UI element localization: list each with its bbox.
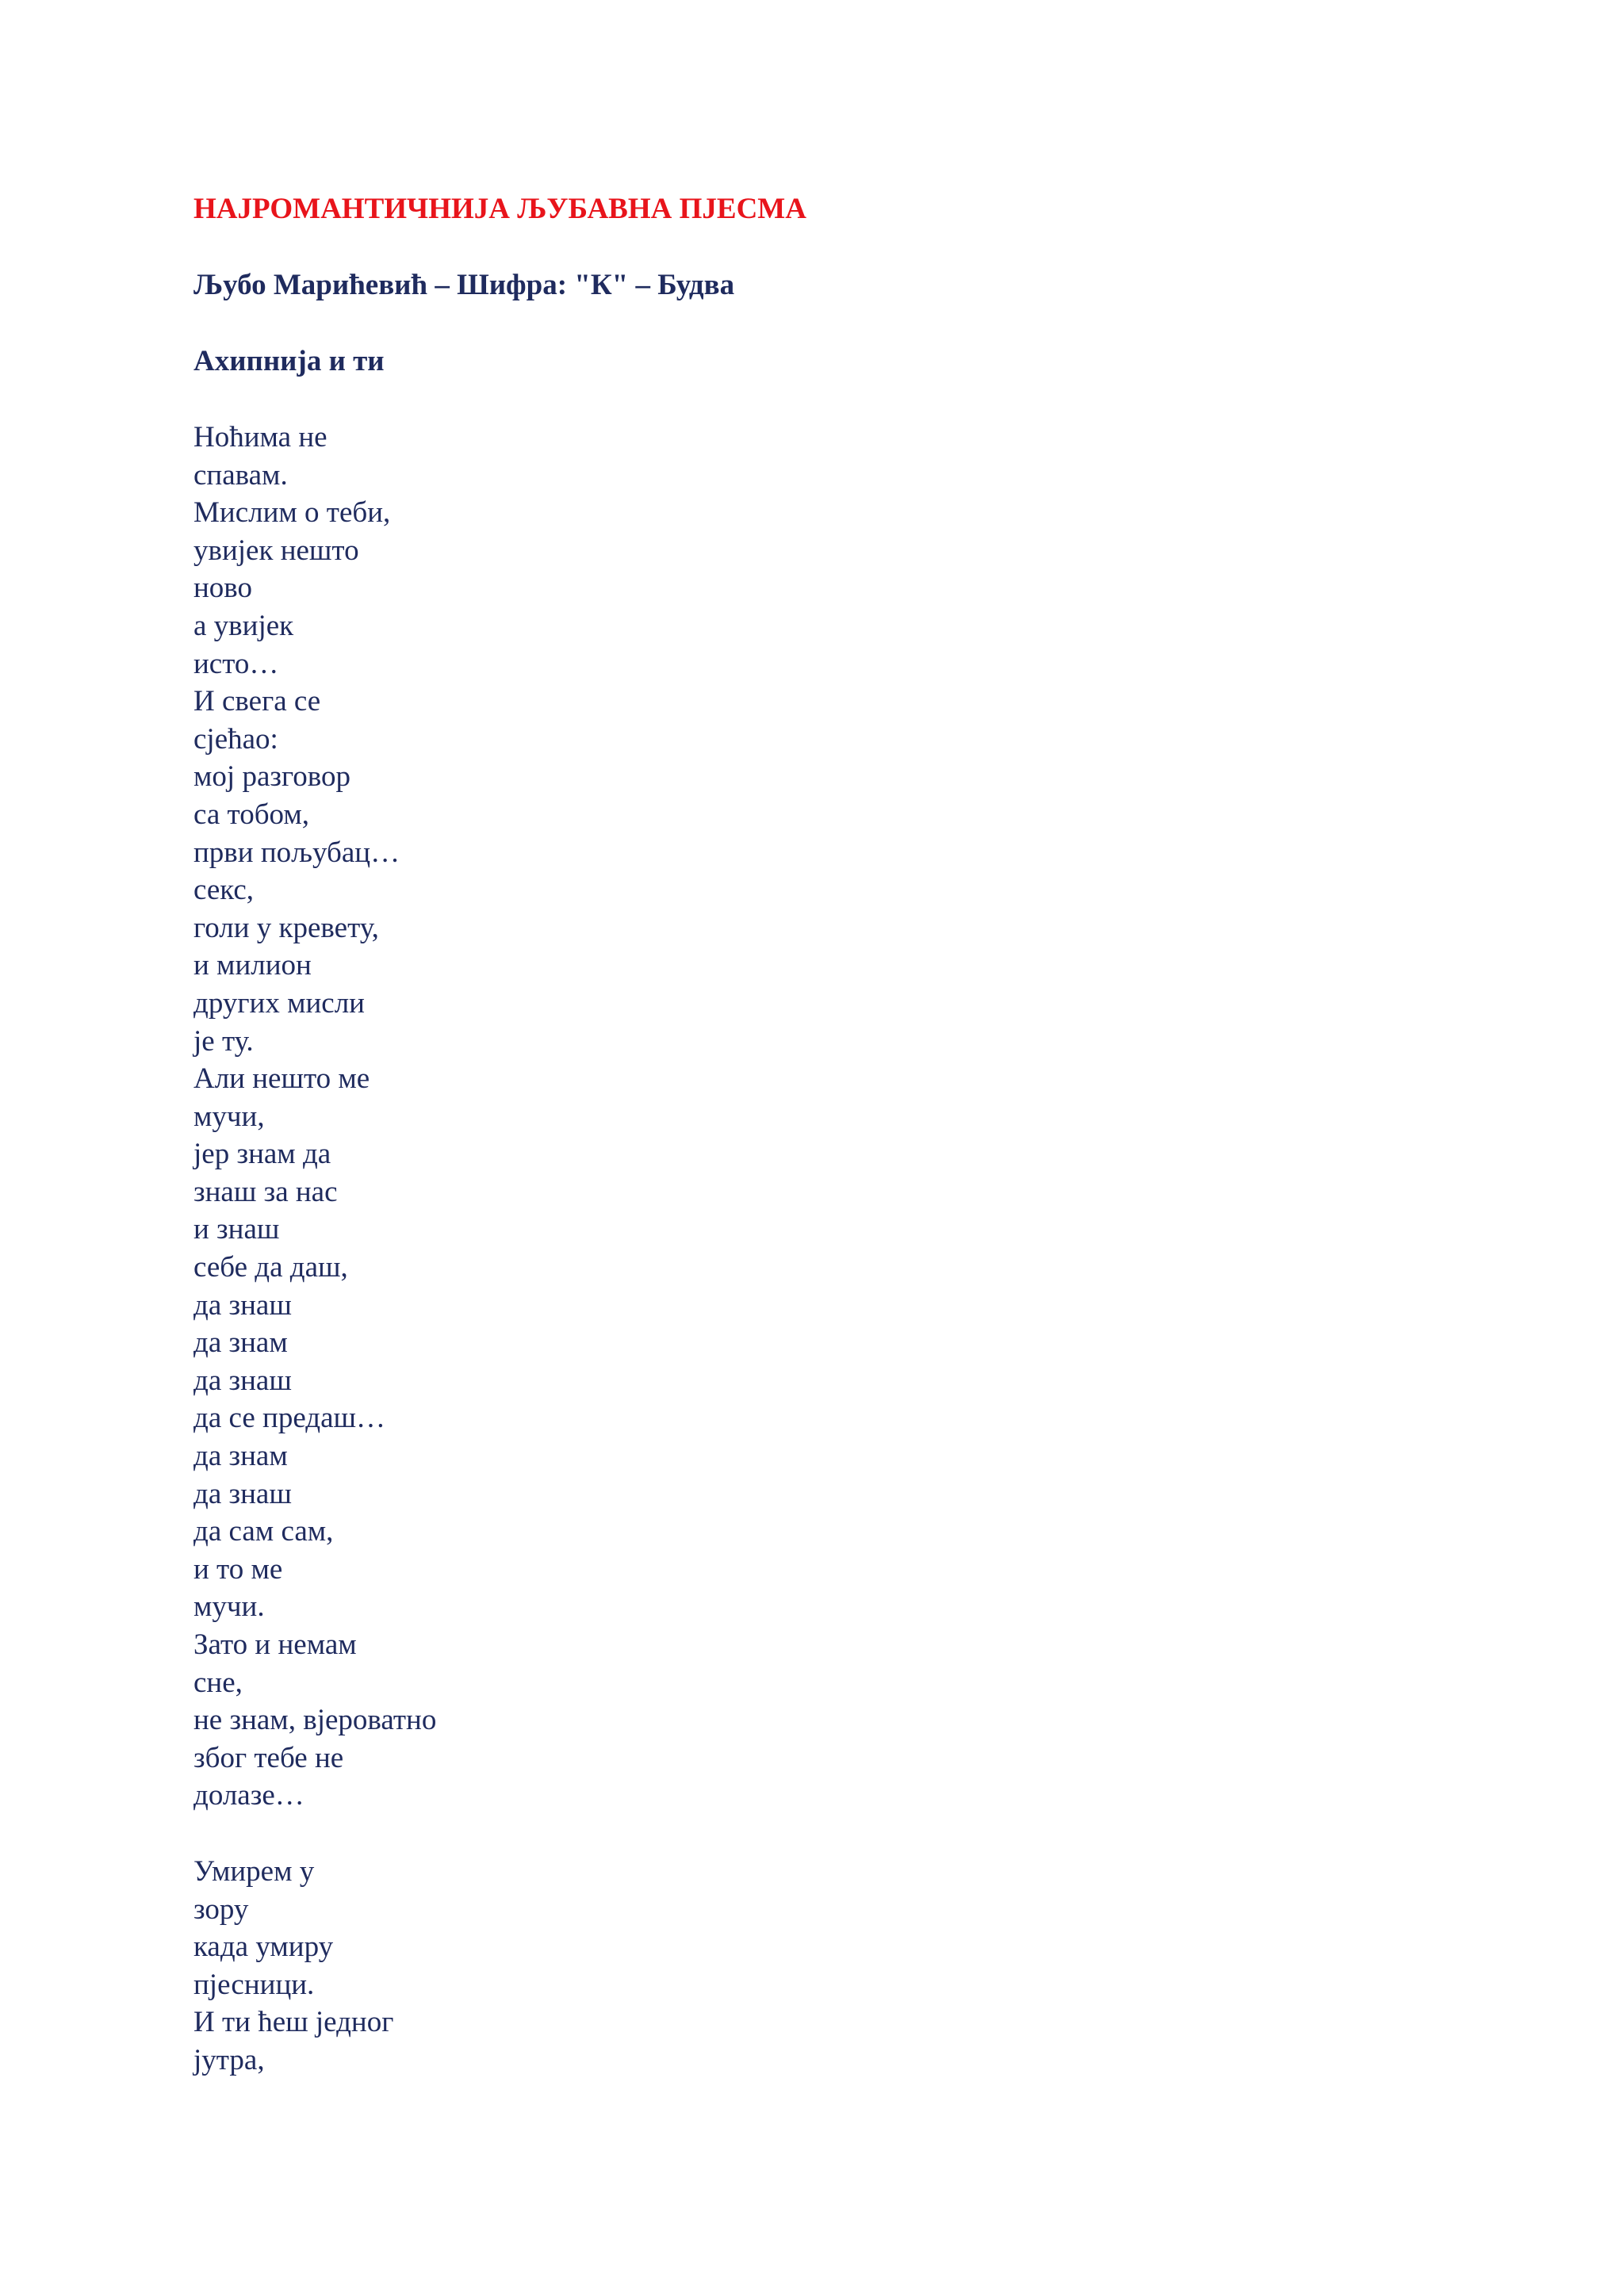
author-line: Љубо Марићевић – Шифра: "К" – Будва — [193, 269, 735, 301]
poem-line: пјесници. — [193, 1968, 315, 2001]
poem-line: и милион — [193, 949, 312, 982]
poem-line: сјећао: — [193, 722, 278, 756]
poem-line: је ту. — [193, 1024, 254, 1058]
poem-line: голи у кревету, — [193, 911, 379, 944]
poem-line: јутра, — [193, 2043, 265, 2076]
poem-line: долазе… — [193, 1779, 304, 1812]
stanza — [193, 1853, 1431, 2080]
poem-line: И ти ћеш једног — [193, 2006, 394, 2039]
poem-line: да знаш — [193, 1477, 292, 1510]
poem-line: И свега се — [193, 685, 321, 718]
poem-line: први пољубац… — [193, 836, 400, 869]
poem-line: и знаш — [193, 1213, 280, 1246]
poem-line: Мислим о теби, — [193, 496, 391, 530]
poem-line: знаш за нас — [193, 1175, 338, 1208]
poem-title: Ахипнија и ти — [193, 345, 385, 377]
poem-line: када умиру — [193, 1931, 334, 1964]
poem-line: зору — [193, 1892, 249, 1926]
poem-line: увијек нешто — [193, 534, 359, 567]
poem-line: јер знам да — [193, 1138, 331, 1171]
poem-line: и то ме — [193, 1552, 283, 1586]
poem-line: да знам — [193, 1326, 288, 1360]
document-content — [193, 190, 1431, 2080]
document-title: НАЈРОМАНТИЧНИЈА ЉУБАВНА ПЈЕСМА — [193, 193, 806, 225]
poem-line: секс, — [193, 874, 255, 907]
poem-line: са тобом, — [193, 798, 310, 831]
poem-line: ново — [193, 572, 253, 605]
poem-line: да сам сам, — [193, 1515, 334, 1548]
poem-line: Зато и немам — [193, 1628, 357, 1661]
poem-line: сне, — [193, 1666, 243, 1699]
poem-line: не знам, вјероватно — [193, 1704, 437, 1737]
poem-line: других мисли — [193, 986, 365, 1020]
poem-line: мој разговор — [193, 760, 350, 794]
poem-line: себе да даш, — [193, 1251, 348, 1284]
poem-line: спавам. — [193, 458, 288, 492]
poem-line: због тебе не — [193, 1741, 344, 1774]
poem-line: да се предаш… — [193, 1402, 386, 1435]
poem-line: да знаш — [193, 1364, 292, 1397]
poem-line: а увијек — [193, 609, 294, 642]
poem-body — [193, 419, 1431, 2080]
poem-line: исто… — [193, 647, 279, 680]
poem-line: да знам — [193, 1440, 288, 1473]
poem-line: мучи, — [193, 1100, 265, 1133]
stanza — [193, 419, 1431, 1815]
poem-line: да знаш — [193, 1288, 292, 1322]
poem-line: мучи. — [193, 1590, 265, 1624]
poem-line: Умирем у — [193, 1854, 315, 1888]
poem-line: Ноћима не — [193, 421, 327, 453]
poem-line: Али нешто ме — [193, 1062, 370, 1096]
